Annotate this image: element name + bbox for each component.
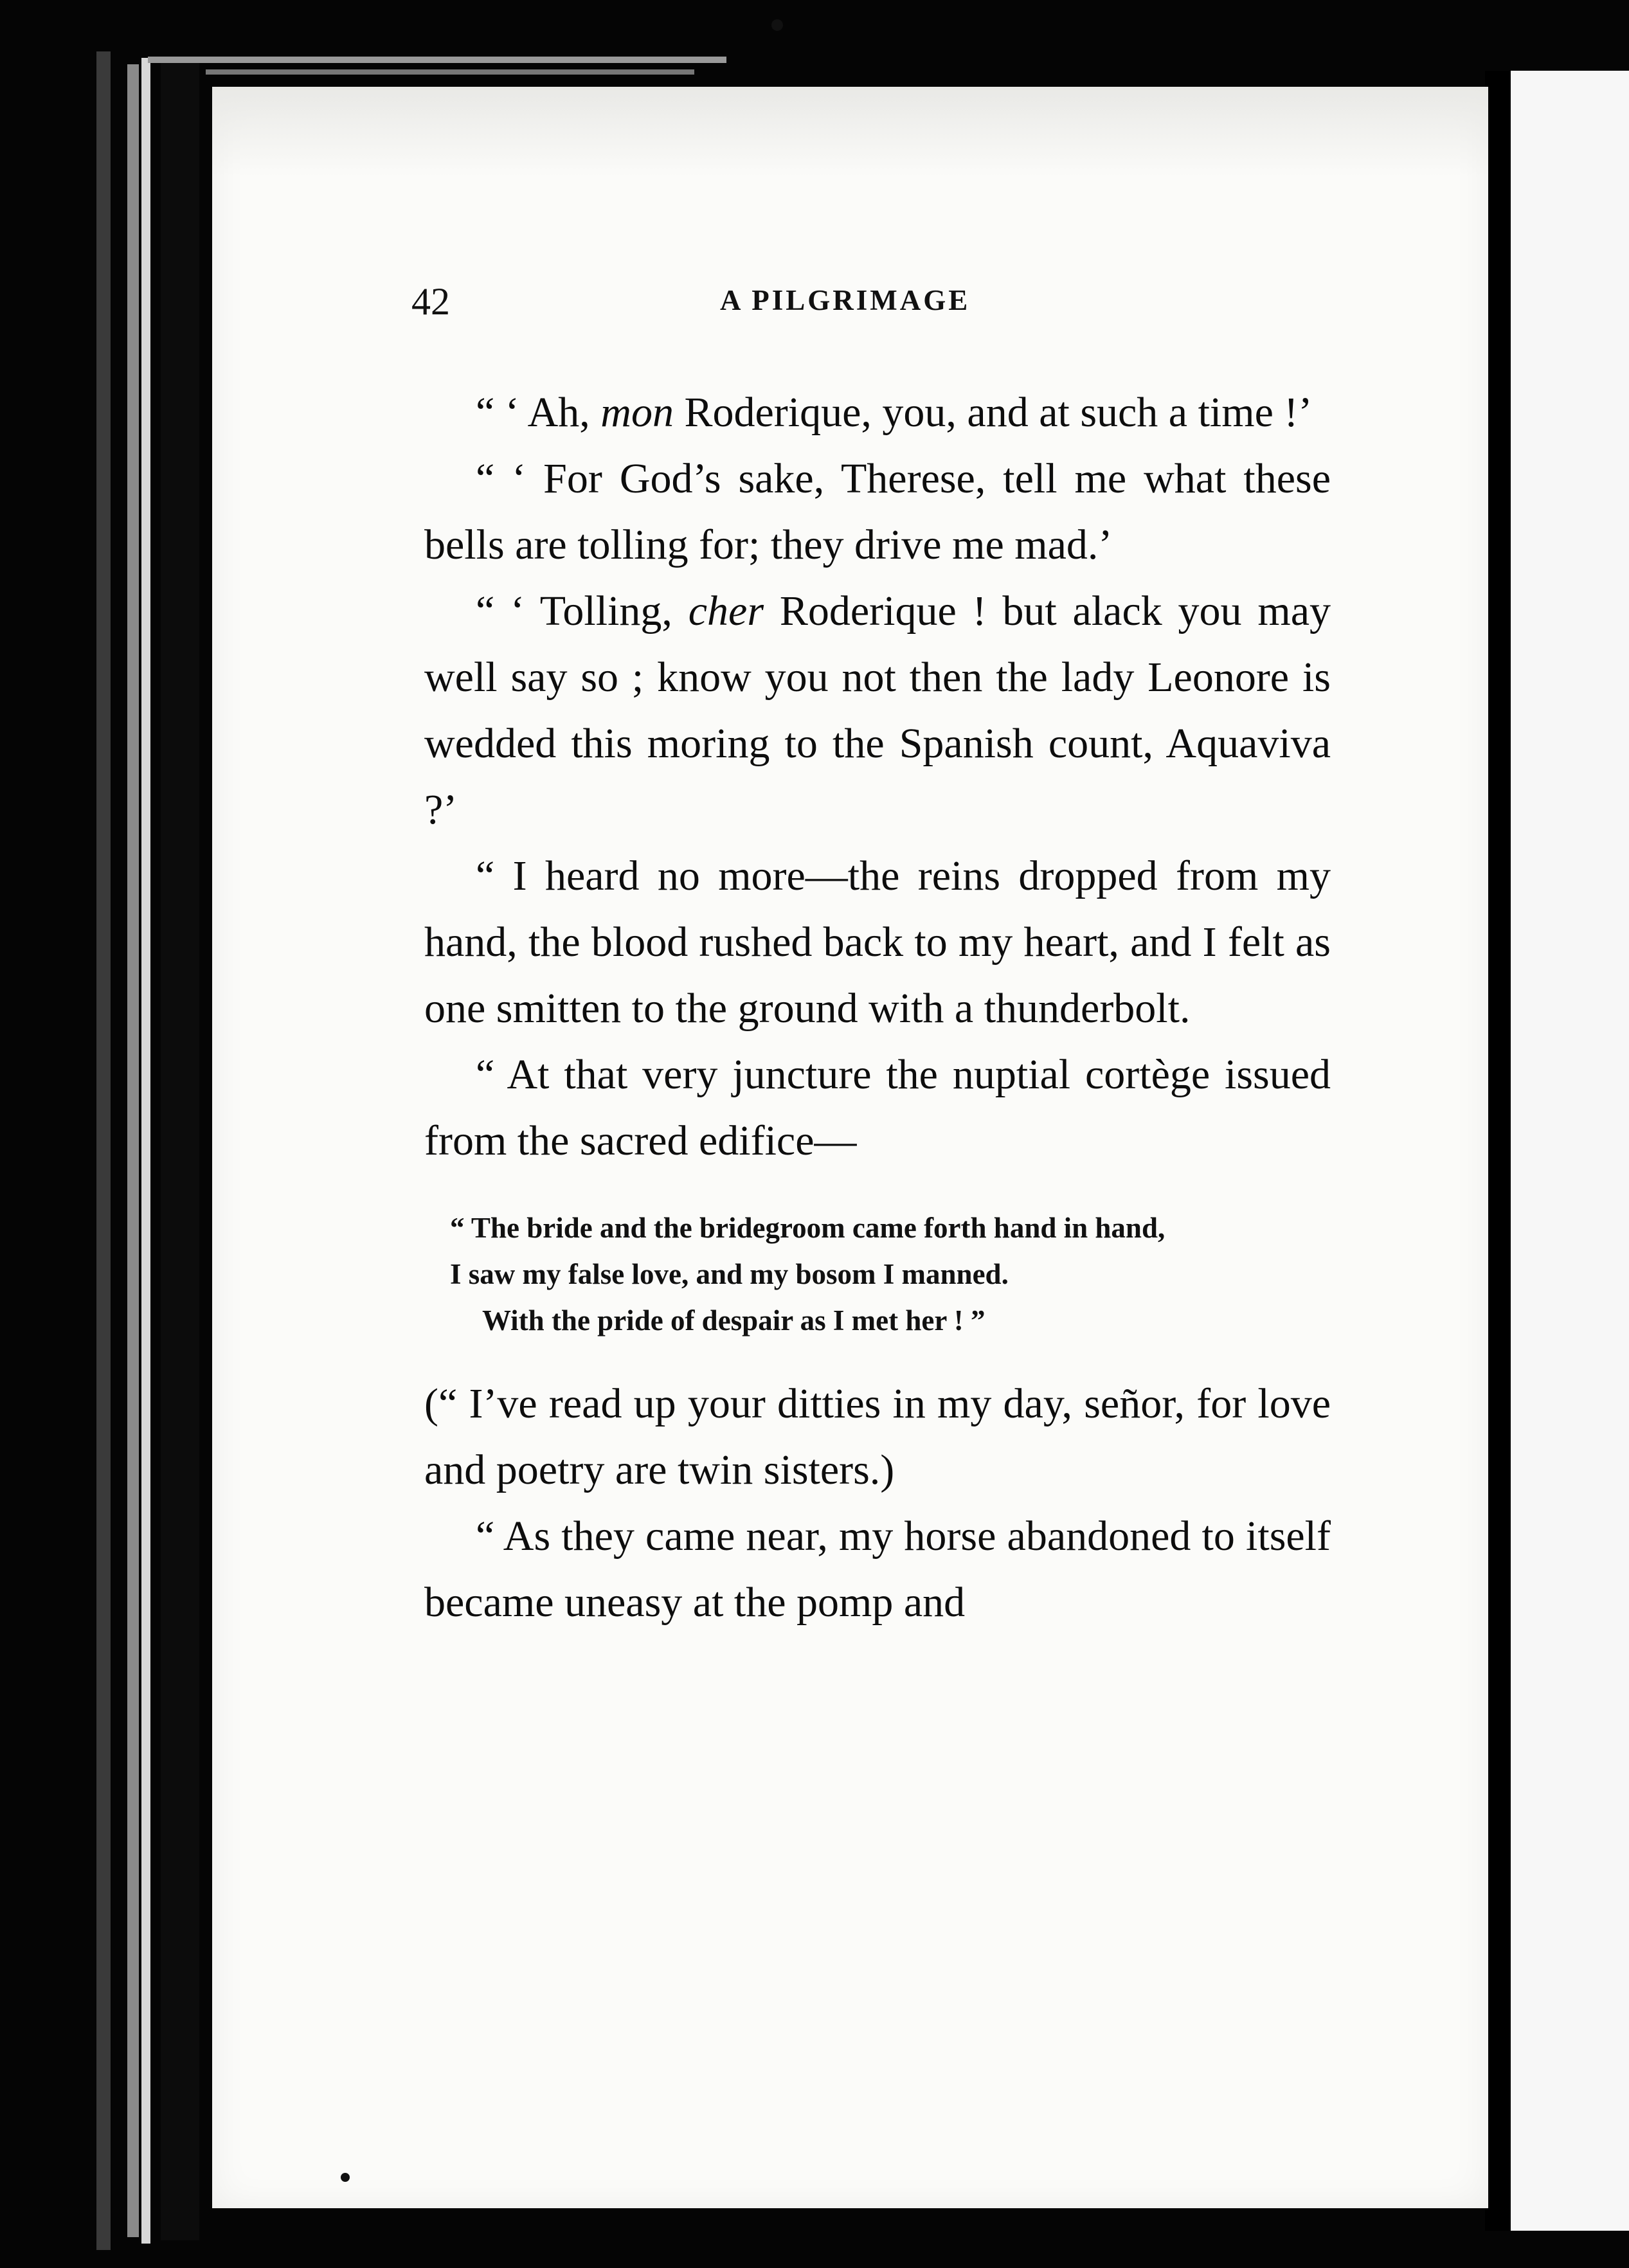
paragraph: “ At that very juncture the nuptial cortège issued from the sacred edifice— bbox=[424, 1051, 1331, 1164]
ink-speck bbox=[341, 2173, 350, 2182]
text-run: “ ‘ Ah, bbox=[476, 389, 601, 436]
facing-page bbox=[1511, 71, 1629, 2231]
text-run: “ ‘ Tolling, bbox=[476, 588, 688, 634]
binding-edge bbox=[96, 51, 111, 2250]
binding-edge bbox=[161, 61, 199, 2240]
body-text bbox=[424, 379, 1331, 1635]
page-edge bbox=[148, 57, 726, 63]
paragraph: “ As they came near, my horse abandoned to itself became uneasy at the pomp and bbox=[424, 1513, 1331, 1626]
binding-edge bbox=[127, 64, 139, 2237]
italic-word: mon bbox=[600, 389, 674, 436]
paragraph: “ I heard no more—the reins dropped from my hand, the blood rushed back to my heart, and I felt as one smitten to the ground with a thunderbolt. bbox=[424, 852, 1331, 1032]
paragraph: “ ‘ For God’s sake, Therese, tell me what these bells are tolling for; they drive me mad.’ bbox=[424, 455, 1331, 568]
page-edge bbox=[206, 69, 694, 75]
paragraph bbox=[424, 578, 1331, 843]
binding-edge bbox=[141, 58, 150, 2244]
ink-speck bbox=[771, 19, 783, 31]
page-shadow bbox=[212, 87, 1488, 177]
page-number: 42 bbox=[411, 280, 450, 323]
verse-line: I saw my false love, and my bosom I manned. bbox=[450, 1258, 1009, 1290]
verse-line: “ The bride and the bridegroom came forth hand in hand, bbox=[450, 1212, 1166, 1244]
text-run: Roderique ! but alack you may well say so ; know you not then the lady Leonore is wedded this moring to the Spanish count, Aquaviva ?’ bbox=[424, 588, 1331, 833]
running-title: A PILGRIMAGE bbox=[720, 284, 971, 316]
verse-line: With the pride of despair as I met her ! ” bbox=[482, 1304, 986, 1336]
page-header bbox=[411, 280, 1331, 331]
verse-quote bbox=[450, 1205, 1331, 1344]
paragraph: (“ I’ve read up your ditties in my day, señor, for love and poetry are twin sisters.) bbox=[424, 1380, 1331, 1493]
italic-word: cher bbox=[688, 588, 764, 634]
text-run: Roderique, you, and at such a time !’ bbox=[673, 389, 1313, 436]
paragraph bbox=[424, 379, 1331, 446]
